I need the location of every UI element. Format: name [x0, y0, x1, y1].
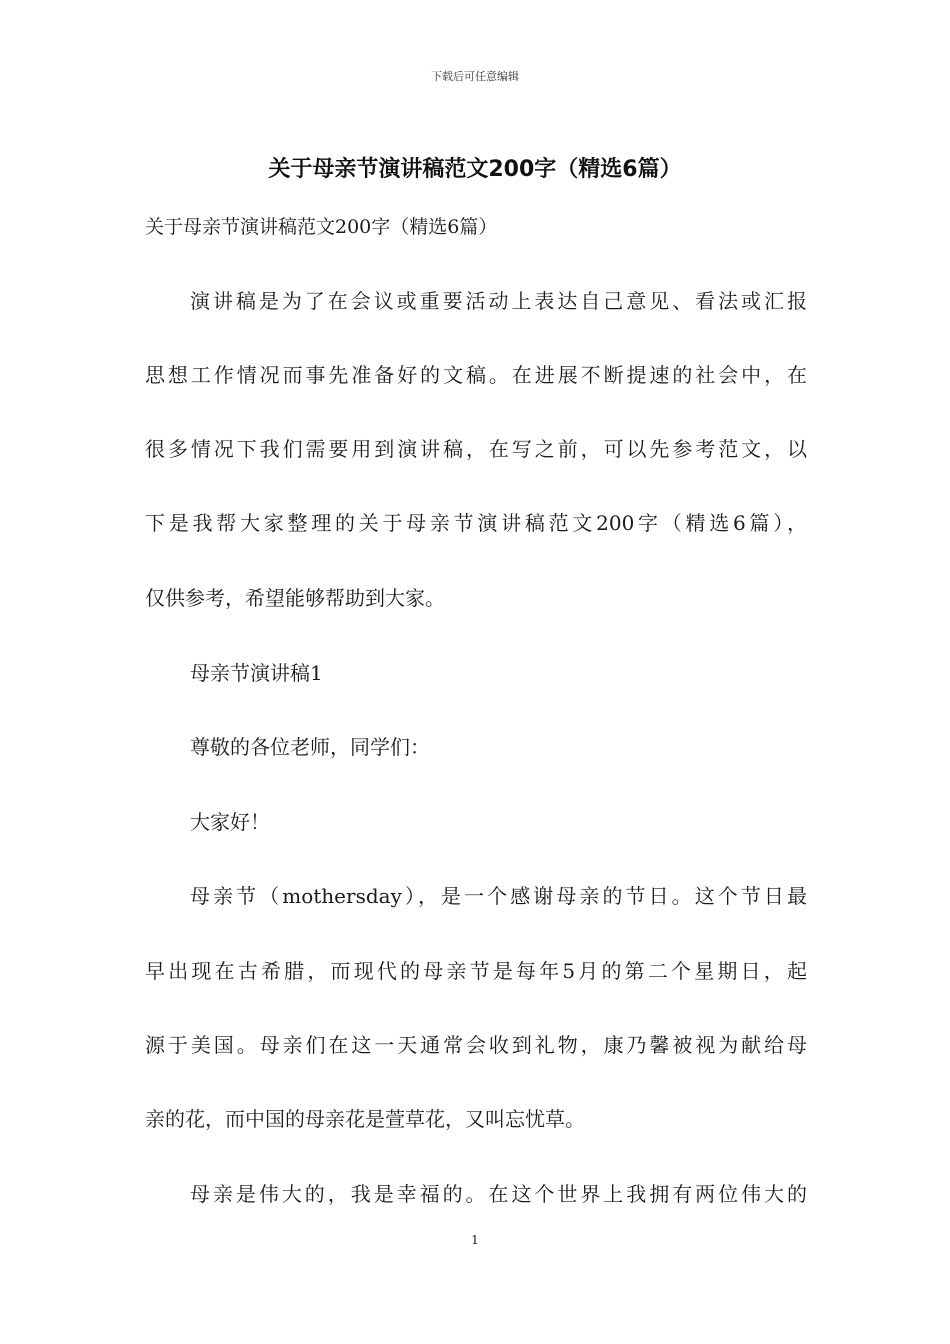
paragraph-line: 亲的花，而中国的母亲花是萱草花，又叫忘忧草。	[145, 1107, 585, 1131]
section-heading: 母亲节演讲稿1	[190, 661, 323, 685]
document-subtitle: 关于母亲节演讲稿范文200字（精选6篇）	[145, 216, 498, 238]
paragraph-line: 源于美国。母亲们在这一天通常会收到礼物，康乃馨被视为献给母	[145, 1033, 807, 1057]
paragraph-line: 母亲节（mothersday），是一个感谢母亲的节日。这个节日最	[190, 884, 807, 908]
paragraph-line: 早出现在古希腊，而现代的母亲节是每年5月的第二个星期日，起	[145, 959, 807, 983]
document-title: 关于母亲节演讲稿范文200字（精选6篇）	[268, 157, 682, 182]
page-header-note: 下载后可任意编辑	[431, 70, 519, 83]
greeting: 大家好！	[190, 810, 270, 834]
intro-line: 仅供参考，希望能够帮助到大家。	[145, 586, 445, 610]
page-number: 1	[471, 1233, 479, 1247]
salutation: 尊敬的各位老师，同学们：	[190, 735, 430, 759]
paragraph-line: 母亲是伟大的，我是幸福的。在这个世界上我拥有两位伟大的	[190, 1182, 807, 1206]
intro-line: 下是我帮大家整理的关于母亲节演讲稿范文200字（精选6篇），	[145, 511, 807, 535]
intro-line: 很多情况下我们需要用到演讲稿，在写之前，可以先参考范文，以	[145, 437, 807, 461]
intro-line: 演讲稿是为了在会议或重要活动上表达自己意见、看法或汇报	[190, 289, 807, 313]
intro-line: 思想工作情况而事先准备好的文稿。在进展不断提速的社会中，在	[145, 363, 807, 387]
